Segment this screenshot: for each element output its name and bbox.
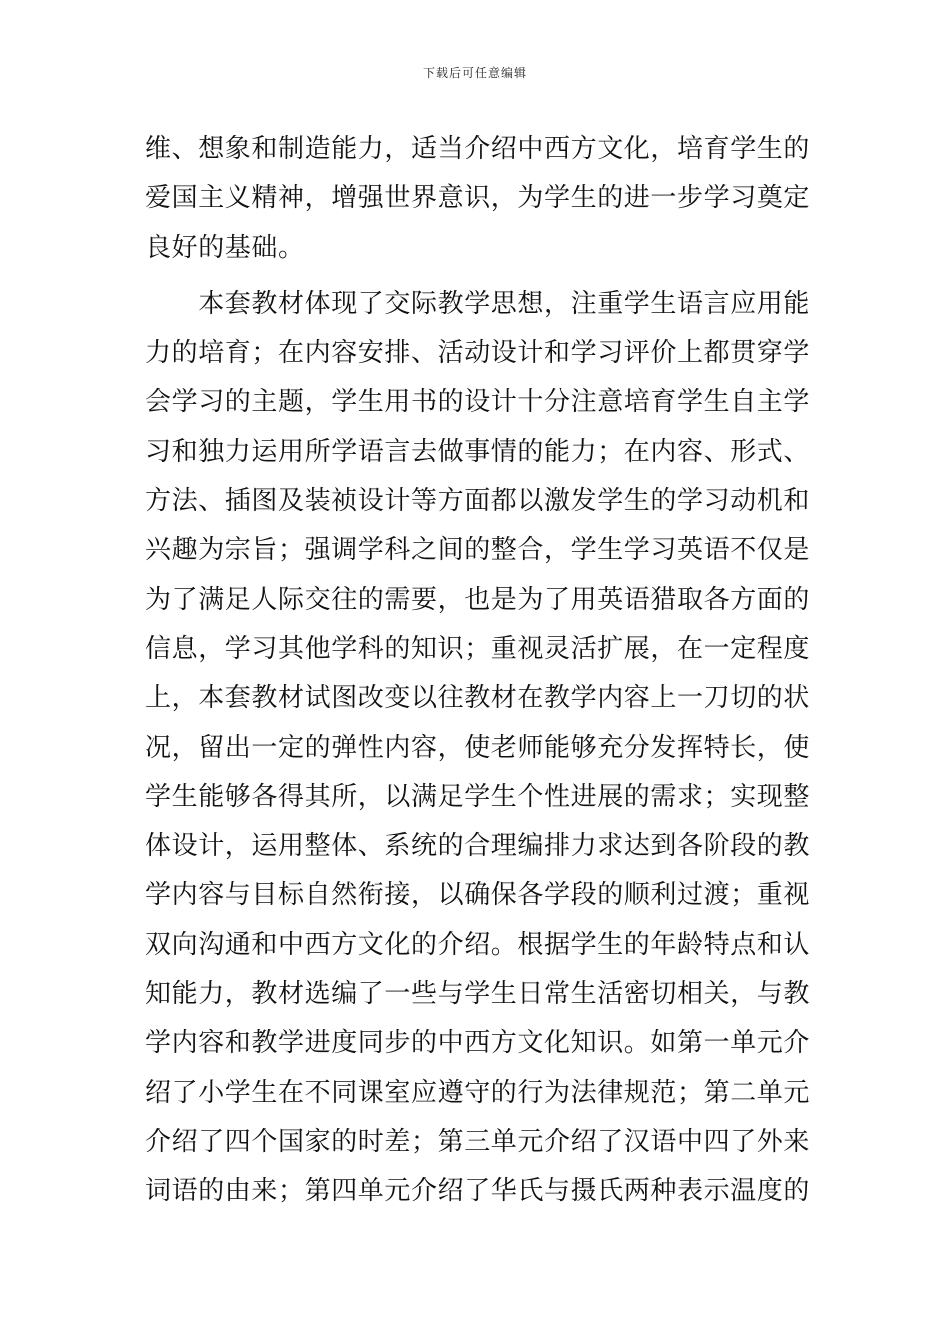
text-line: 爱国主义精神，增强世界意识，为学生的进一步学习奠定 [145,183,811,214]
body-text [145,125,810,1217]
text-line: 方法、插图及装祯设计等方面都以激发学生的学习动机和 [145,486,811,517]
text-line: 为了满足人际交往的需要，也是为了用英语猎取各方面的 [145,584,811,615]
text-line: 上，本套教材试图改变以往教材在教学内容上一刀切的状 [145,683,811,714]
text-line: 兴趣为宗旨；强调学科之间的整合，学生学习英语不仅是 [145,535,811,566]
text-line: 体设计，运用整体、系统的合理编排力求达到各阶段的教 [145,831,811,862]
text-line: 习和独力运用所学语言去做事情的能力；在内容、形式、 [145,436,811,467]
page-header: 下载后可任意编辑 [422,66,527,80]
text-line: 词语的由来；第四单元介绍了华氏与摄氏两种表示温度的 [145,1176,811,1207]
text-line: 会学习的主题，学生用书的设计十分注意培育学生自主学 [145,387,811,418]
text-line: 双向沟通和中西方文化的介绍。根据学生的年龄特点和认 [145,929,811,960]
text-line: 学内容和教学进度同步的中西方文化知识。如第一单元介 [145,1028,811,1059]
text-line: 知能力，教材选编了一些与学生日常生活密切相关，与教 [145,979,811,1010]
text-line: 学内容与目标自然衔接，以确保各学段的顺利过渡；重视 [145,880,811,911]
text-line: 维、想象和制造能力，适当介绍中西方文化，培育学生的 [145,134,811,164]
text-line: 介绍了四个国家的时差；第三单元介绍了汉语中四了外来 [145,1126,811,1157]
text-line: 良好的基础。 [145,232,305,263]
text-line: 信息，学习其他学科的知识；重视灵活扩展，在一定程度 [145,633,811,664]
text-line: 力的培育；在内容安排、活动设计和学习评价上都贯穿学 [145,338,811,369]
text-line: 况，留出一定的弹性内容，使老师能够充分发挥特长，使 [145,732,811,763]
text-line: 绍了小学生在不同课室应遵守的行为法律规范；第二单元 [145,1077,811,1108]
text-line: 学生能够各得其所，以满足学生个性进展的需求；实现整 [145,781,811,812]
text-line: 本套教材体现了交际教学思想，注重学生语言应用能 [145,288,811,319]
